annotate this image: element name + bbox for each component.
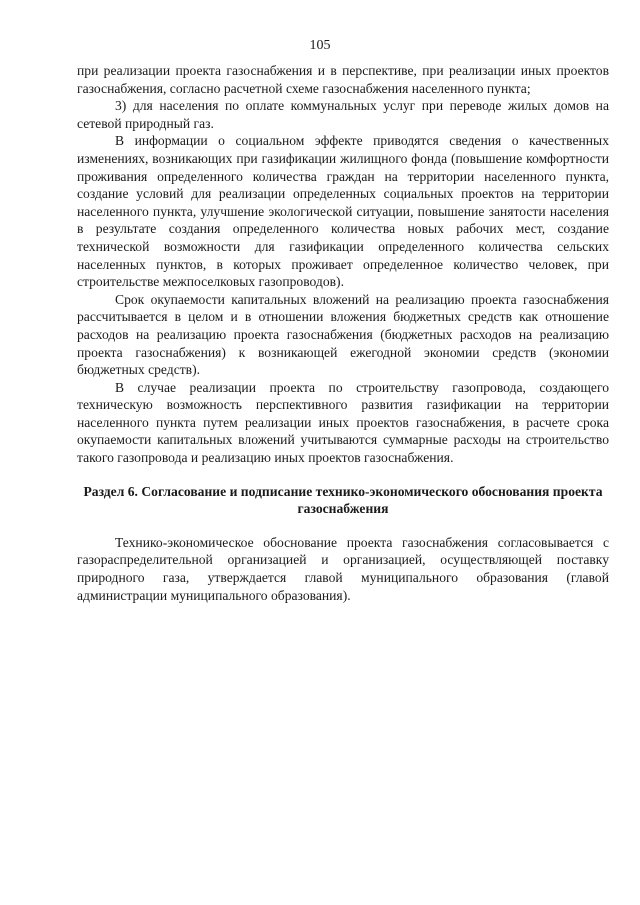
document-body <box>77 62 609 604</box>
paragraph-continuation: при реализации проекта газоснабжения и в перспективе, при реализации иных проектов газоснабжения, согласно расчетной схеме газоснабжения населенного пункта; <box>77 63 609 96</box>
paragraph-approval: Технико-экономическое обоснование проекта газоснабжения согласовывается с газораспределительной организацией и организацией, осуществляющей поставку природного газа, утверждается главой муниципального образования (главой администрации муниципального образования). <box>77 534 609 603</box>
paragraph-item-3: 3) для населения по оплате коммунальных услуг при переводе жилых домов на сетевой природный газ. <box>77 98 609 131</box>
page-number: 105 <box>309 38 331 53</box>
paragraph-social-effect: В информации о социальном эффекте приводятся сведения о качественных изменениях, возникающих при газификации жилищного фонда (повышение комфортности проживания определенного количества граждан на территории населенного пункта, создание условий для реализации определенных социальных проектов на территории населенного пункта, улучшение экологической ситуации, повышение занятости населения в результате создания определенного количества новых рабочих мест, создание технической возможности для газификации определенного количества сельских населенных пунктов, в которых проживает определенное количество человек, при строительстве межпоселковых газопроводов). <box>77 133 609 290</box>
paragraph-payback-period: Срок окупаемости капитальных вложений на реализацию проекта газоснабжения рассчитывается в целом и в отношении вложения бюджетных средств как отношение расходов на реализацию проекта газоснабжения (бюджетных расходов на реализацию проекта газоснабжения) к возникающей ежегодной экономии средств (экономии бюджетных средств). <box>77 291 609 378</box>
paragraph-pipeline-construction: В случае реализации проекта по строительству газопровода, создающего техническую возможность перспективного развития газификации на территории населенного пункта путем реализации иных проектов газоснабжения, в расчете срока окупаемости капитальных вложений учитываются суммарные расходы на строительство такого газопровода и реализацию иных проектов газоснабжения. <box>77 379 609 466</box>
section-heading: Раздел 6. Согласование и подписание технико-экономического обоснования проекта газоснабжения <box>83 483 603 517</box>
